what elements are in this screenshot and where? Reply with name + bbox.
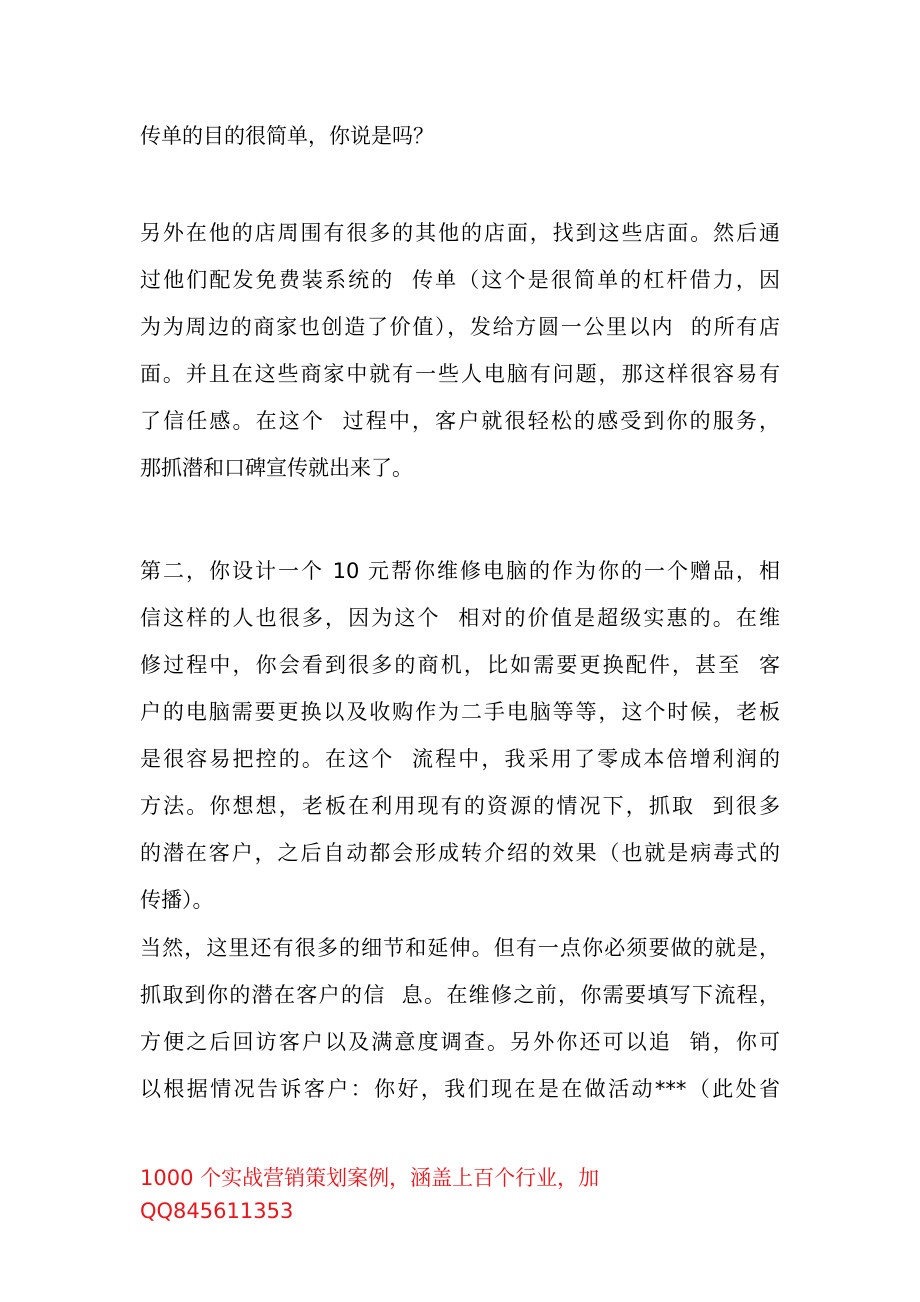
paragraph-4-line-4: 以根据情况告诉客户：你好，我们现在是在做活动***（此处省 xyxy=(140,1077,780,1101)
paragraph-2-line-1: 另外在他的店周围有很多的其他的店面，找到这些店面。然后通 xyxy=(140,221,780,245)
paragraph-4-line-3: 方便之后回访客户以及满意度调查。另外你还可以追 销，你可 xyxy=(140,1030,780,1054)
paragraph-3-line-5: 是很容易把控的。在这个 流程中，我采用了零成本倍增利润的 xyxy=(140,747,780,771)
paragraph-3-line-4: 户的电脑需要更换以及收购作为二手电脑等等，这个时候，老板 xyxy=(140,700,780,724)
paragraph-2-line-6: 那抓潜和口碑宣传就出来了。 xyxy=(140,456,413,480)
footer-ad-line-1: 1000 个实战营销策划案例，涵盖上百个行业，加 xyxy=(140,1166,600,1190)
paragraph-3-line-6: 方法。你想想，老板在利用现有的资源的情况下，抓取 到很多 xyxy=(140,794,780,818)
paragraph-3-line-1: 第二，你设计一个 10 元帮你维修电脑的作为你的一个赠品，相 xyxy=(140,559,780,583)
paragraph-1-line-1: 传单的目的很简单，你说是吗？ xyxy=(140,124,434,148)
paragraph-2-line-2: 过他们配发免费装系统的 传单（这个是很简单的杠杆借力，因 xyxy=(140,268,780,292)
paragraph-2-line-4: 面。并且在这些商家中就有一些人电脑有问题，那这样很容易有 xyxy=(140,362,780,386)
paragraph-4-line-2: 抓取到你的潜在客户的信 息。在维修之前，你需要填写下流程， xyxy=(140,983,780,1007)
paragraph-3-line-7: 的潜在客户，之后自动都会形成转介绍的效果（也就是病毒式的 xyxy=(140,841,780,865)
footer-ad-line-2: QQ845611353 xyxy=(140,1199,294,1223)
paragraph-2-line-5: 了信任感。在这个 过程中，客户就很轻松的感受到你的服务， xyxy=(140,409,780,433)
paragraph-3-line-2: 信这样的人也很多，因为这个 相对的价值是超级实惠的。在维 xyxy=(140,606,780,630)
paragraph-3-line-3: 修过程中，你会看到很多的商机，比如需要更换配件，甚至 客 xyxy=(140,653,780,677)
paragraph-3-line-8: 传播）。 xyxy=(140,888,214,912)
paragraph-2-line-3: 为为周边的商家也创造了价值），发给方圆一公里以内 的所有店 xyxy=(140,315,780,339)
paragraph-4-line-1: 当然，这里还有很多的细节和延伸。但有一点你必须要做的就是， xyxy=(140,936,780,960)
